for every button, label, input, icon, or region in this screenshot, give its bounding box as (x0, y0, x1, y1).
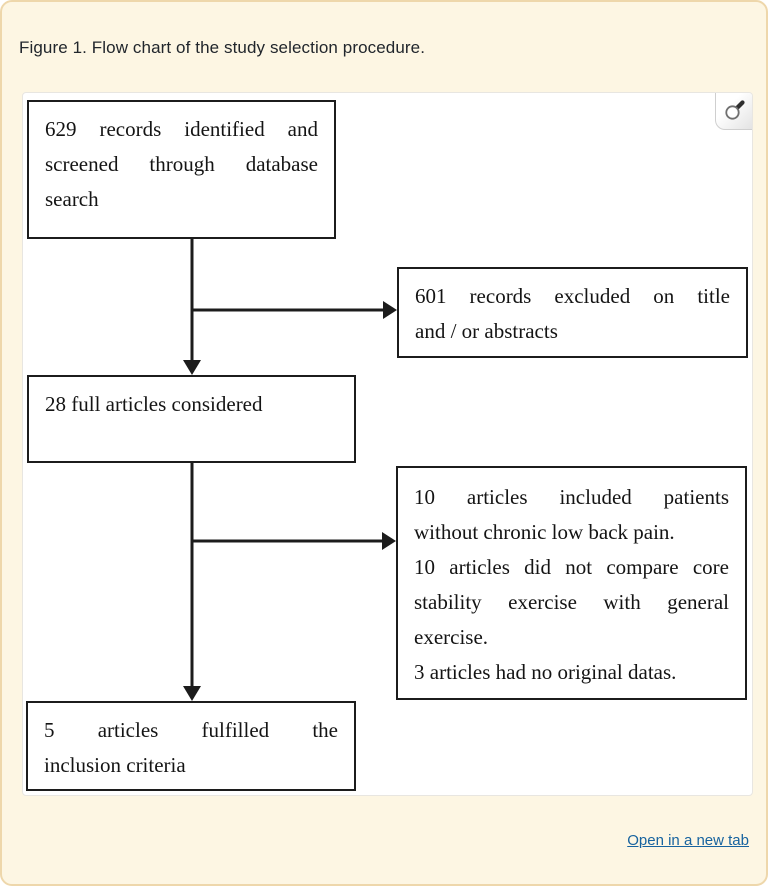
flow-box-text-line: and / or abstracts (415, 319, 558, 343)
flow-box-articles-fulfilled (26, 701, 356, 791)
flow-box-text-line: inclusion criteria (44, 753, 186, 777)
arrow-head-down-1 (183, 360, 201, 375)
open-in-new-tab-link[interactable]: Open in a new tab (627, 832, 749, 849)
flow-box-exclusion-reasons (396, 466, 747, 700)
magnifier-icon (722, 99, 746, 123)
flow-box-text-line: screened through database (45, 152, 318, 176)
arrow-head-down-2 (183, 686, 201, 701)
flow-box-records-excluded (397, 267, 748, 358)
figure-caption: Figure 1. Flow chart of the study selection procedure. (19, 38, 426, 57)
flow-box-text-line: 28 full articles considered (45, 392, 263, 416)
flow-box-text-line: without chronic low back pain. (414, 520, 675, 544)
flow-box-text-line: 601 records excluded on title (415, 284, 730, 308)
flow-box-text-line: search (45, 187, 99, 211)
flow-box-records-identified (27, 100, 336, 239)
flow-box-full-articles (27, 375, 356, 463)
arrow-head-right-1 (383, 301, 397, 319)
arrow-head-right-2 (382, 532, 396, 550)
flow-box-text-line: 3 articles had no original datas. (414, 660, 677, 684)
zoom-figure-button[interactable] (715, 93, 752, 130)
flow-box-text-line: exercise. (414, 625, 489, 649)
flow-box-text-line: stability exercise with general (414, 590, 729, 614)
flow-box-text-line: 629 records identified and (45, 117, 318, 141)
flow-box-text-line: 10 articles did not compare core (414, 555, 729, 579)
flow-box-text-line: 5 articles fulfilled the (44, 718, 338, 742)
figure-panel (22, 92, 753, 796)
flow-box-text-line: 10 articles included patients (414, 485, 729, 509)
